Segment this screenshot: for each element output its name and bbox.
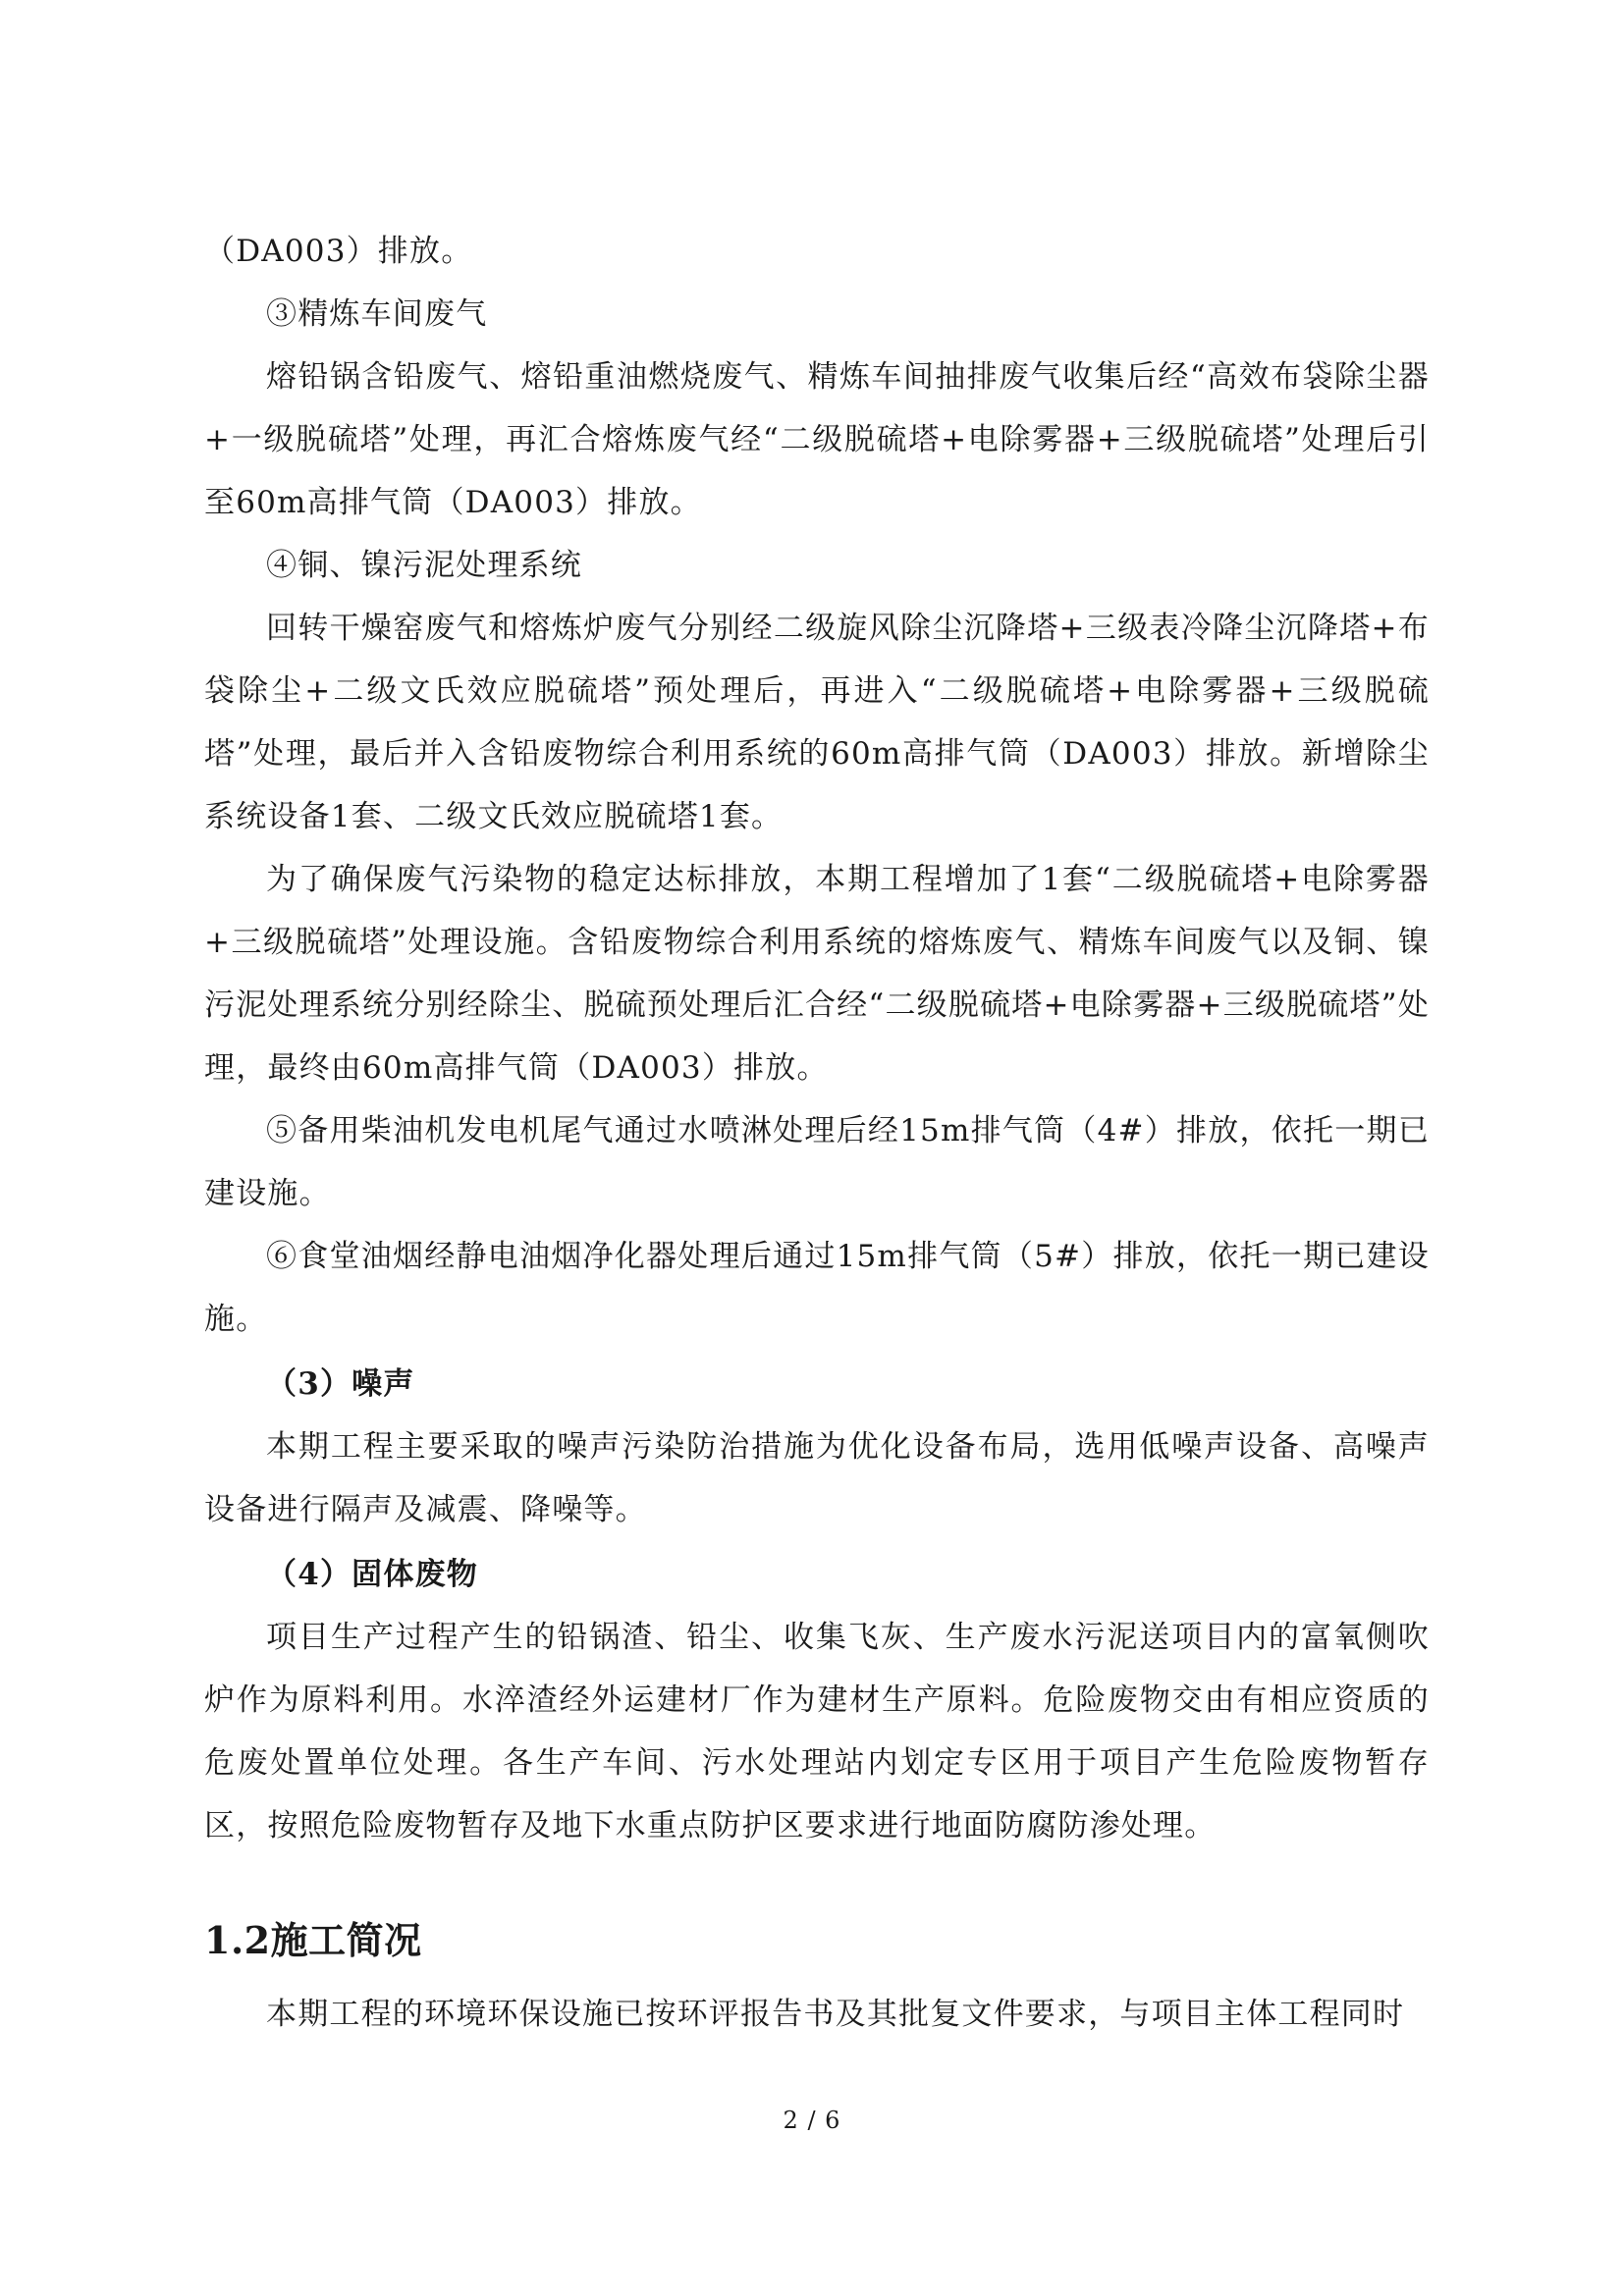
paragraph: （DA003）排放。 (204, 234, 473, 269)
paragraph: ⑤备用柴油机发电机尾气通过水喷淋处理后经15m排气筒（4#）排放，依托一期已建设施。 (204, 1113, 1430, 1211)
page-number: 2 / 6 (783, 2107, 841, 2134)
paragraph: 为了确保废气污染物的稳定达标排放，本期工程增加了1套“二级脱硫塔+电除雾器+三级脱硫塔”处理设施。含铅废物综合利用系统的熔炼废气、精炼车间废气以及铜、镍污泥处理系统分别经除尘、脱硫预处理后汇合经“二级脱硫塔+电除雾器+三级脱硫塔”处理，最终由60m高排气筒（DA003）排放。 (204, 862, 1430, 1086)
paragraph: 项目生产过程产生的铅锅渣、铅尘、收集飞灰、生产废水污泥送项目内的富氧侧吹炉作为原料利用。水淬渣经外运建材厂作为建材生产原料。危险废物交由有相应资质的危废处置单位处理。各生产车间、污水处理站内划定专区用于项目产生危险废物暂存区，按照危险废物暂存及地下水重点防护区要求进行地面防腐防渗处理。 (204, 1620, 1430, 1843)
heading-noise: （3）噪声 (266, 1366, 415, 1402)
section-title: 施工简况 (270, 1918, 422, 1962)
heading-solid-waste: （4）固体废物 (266, 1557, 478, 1592)
section-heading (204, 1906, 1430, 1975)
document-body (204, 220, 1430, 2046)
subheading: ③精炼车间废气 (266, 296, 488, 332)
paragraph: 回转干燥窑废气和熔炼炉废气分别经二级旋风除尘沉降塔+三级表冷降尘沉降塔+布袋除尘+二级文氏效应脱硫塔”预处理后，再进入“二级脱硫塔+电除雾器+三级脱硫塔”处理，最后并入含铅废物综合利用系统的60m高排气筒（DA003）排放。新增除尘系统设备1套、二级文氏效应脱硫塔1套。 (204, 611, 1430, 834)
paragraph: 熔铅锅含铅废气、熔铅重油燃烧废气、精炼车间抽排废气收集后经“高效布袋除尘器+一级脱硫塔”处理，再汇合熔炼废气经“二级脱硫塔+电除雾器+三级脱硫塔”处理后引至60m高排气筒（DA003）排放。 (204, 359, 1430, 520)
paragraph: 本期工程的环境环保设施已按环评报告书及其批复文件要求，与项目主体工程同时 (266, 1997, 1405, 2032)
paragraph: 本期工程主要采取的噪声污染防治措施为优化设备布局，选用低噪声设备、高噪声设备进行隔声及减震、降噪等。 (204, 1429, 1430, 1527)
paragraph: ⑥食堂油烟经静电油烟净化器处理后通过15m排气筒（5#）排放，依托一期已建设施。 (204, 1239, 1430, 1337)
section-number: 1.2 (204, 1918, 271, 1962)
subheading: ④铜、镍污泥处理系统 (266, 548, 582, 583)
